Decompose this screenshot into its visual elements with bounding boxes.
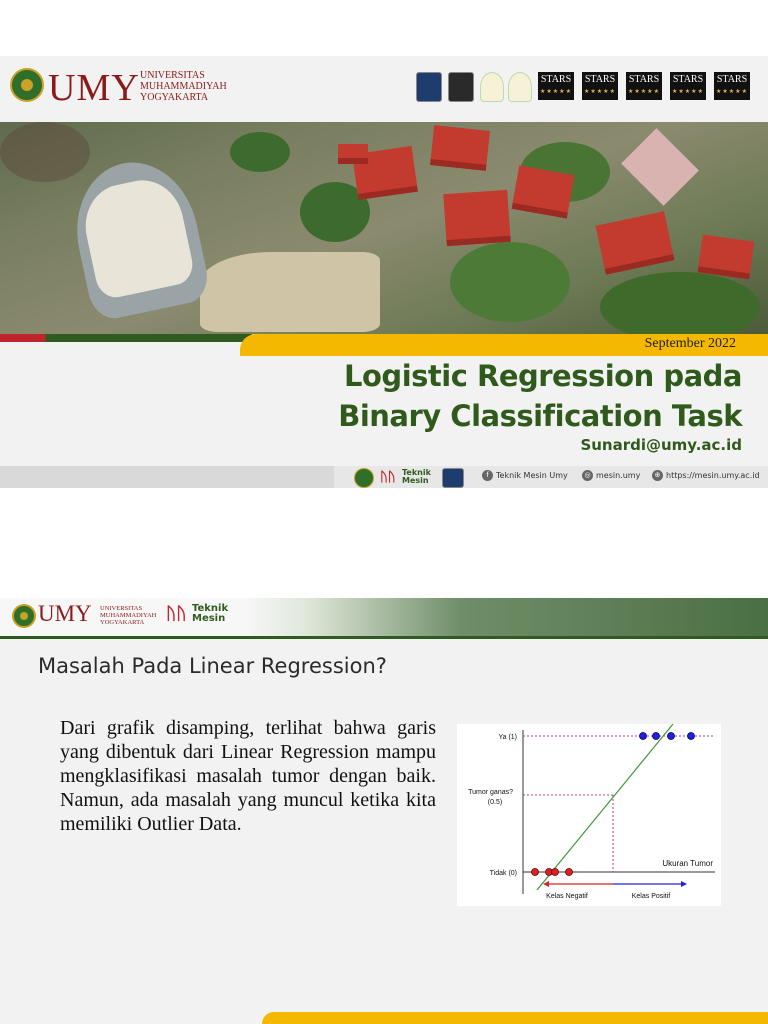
- globe-icon: ⊕: [652, 470, 663, 481]
- y-threshold-label: Tumor ganas?: [468, 789, 513, 796]
- stars-rating-badge: STARS ★★★★★: [670, 72, 706, 100]
- positive-data-point: [640, 733, 647, 740]
- linear-regression-graph: [457, 724, 721, 906]
- umy-seal-icon: [10, 68, 44, 102]
- website-link[interactable]: ⊕ https://mesin.umy.ac.id: [652, 470, 760, 481]
- accreditation-badge-icon: [448, 72, 474, 102]
- stars-rating-badge: STARS ★★★★★: [714, 72, 750, 100]
- accreditation-badge-icon: [416, 72, 442, 102]
- content-slide: [0, 598, 768, 1024]
- teknik-mesin-logo-text: Teknik Mesin: [192, 603, 229, 624]
- award-icon: [480, 72, 504, 102]
- stars-rating-badge: STARS ★★★★★: [538, 72, 574, 100]
- facebook-link[interactable]: f Teknik Mesin Umy: [482, 470, 568, 481]
- slide-title: Masalah Pada Linear Regression?: [38, 654, 387, 678]
- umy-logo-text: UMY: [38, 601, 92, 626]
- regression-line: [537, 724, 673, 890]
- arrow-right-icon: [681, 881, 687, 887]
- stars-rating-badge: STARS ★★★★★: [626, 72, 662, 100]
- y-bottom-label: Tidak (0): [489, 870, 517, 877]
- title-slide: [0, 56, 768, 488]
- stars-rating-badge: STARS ★★★★★: [582, 72, 618, 100]
- body-paragraph: Dari grafik disamping, terlihat bahwa garis yang dibentuk dari Linear Regression mampu mengklasifikasi masalah tumor dengan baik. Namun, ada masalah yang muncul ketika kita memiliki Outlier Data.: [60, 717, 436, 835]
- award-icon: [508, 72, 532, 102]
- accreditation-badge-icon: [442, 468, 464, 488]
- x-axis-label: Ukuran Tumor: [662, 859, 713, 868]
- campus-aerial-photo: [0, 122, 768, 334]
- positive-data-point: [653, 733, 660, 740]
- slide-header: [0, 56, 768, 122]
- positive-data-point: [668, 733, 675, 740]
- teknik-mesin-logo-icon: ᚢᚢ: [166, 604, 187, 624]
- umy-seal-icon: [12, 604, 36, 628]
- author-email: Sunardi@umy.ac.id: [580, 436, 742, 454]
- umy-seal-icon: [354, 468, 374, 488]
- presentation-date: September 2022: [644, 336, 736, 351]
- negative-data-point: [552, 869, 559, 876]
- accent-stripe: [0, 334, 252, 342]
- teknik-mesin-logo-text: Teknik Mesin: [402, 468, 431, 485]
- header-divider: [0, 636, 768, 639]
- umy-logo-text: UMY: [48, 67, 140, 109]
- presentation-title: Logistic Regression pada Binary Classification Task: [338, 359, 742, 433]
- negative-class-label: Kelas Negatif: [546, 893, 588, 900]
- facebook-icon: f: [482, 470, 493, 481]
- y-top-label: Ya (1): [498, 734, 517, 741]
- negative-data-point: [532, 869, 539, 876]
- negative-data-point: [566, 869, 573, 876]
- university-name: UNIVERSITAS MUHAMMADIYAH YOGYAKARTA: [140, 70, 227, 103]
- y-threshold-value: (0.5): [487, 799, 503, 806]
- teknik-mesin-logo-icon: ᚢᚢ: [380, 470, 396, 485]
- instagram-link[interactable]: ◎ mesin.umy: [582, 470, 640, 481]
- university-name: UNIVERSITAS MUHAMMADIYAH YOGYAKARTA: [100, 605, 157, 626]
- graph-svg: [457, 724, 721, 906]
- positive-class-label: Kelas Positif: [631, 893, 671, 900]
- instagram-icon: ◎: [582, 470, 593, 481]
- positive-data-point: [688, 733, 695, 740]
- accent-band: [262, 1012, 768, 1024]
